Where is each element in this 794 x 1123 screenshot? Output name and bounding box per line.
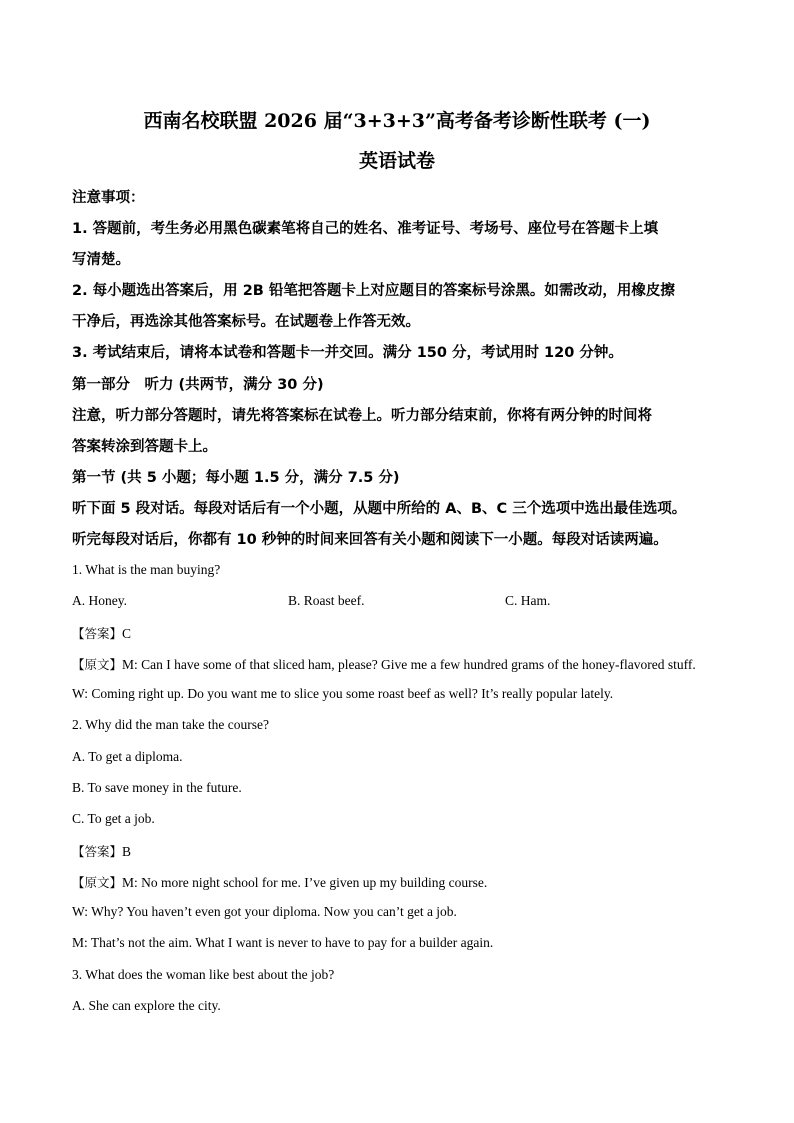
script-line: W: Why? You haven’t even got your diploma. Now you can’t get a job.	[72, 904, 457, 919]
notice-item-2-line-1: 2. 每小题选出答案后，用 2B 铅笔把答题卡上对应题目的答案标号涂黑。如需改动，用橡皮擦	[72, 283, 675, 299]
script-line: W: Coming right up. Do you want me to slice you some roast beef as well? It’s really popular lately.	[72, 686, 614, 701]
script-tag: 【原文】	[72, 657, 123, 672]
script-line: M: That’s not the aim. What I want is never to have to pay for a builder again.	[72, 935, 494, 950]
question-stem: 1. What is the man buying?	[72, 562, 221, 577]
script-text: M: Can I have some of that sliced ham, please? Give me a few hundred grams of the honey-flavored stuff.	[122, 657, 696, 672]
question-option-c: C. Ham.	[505, 593, 551, 608]
question-stem: 2. Why did the man take the course?	[72, 717, 269, 732]
answer-tag: 【答案】	[72, 844, 123, 859]
question-option-b: B. To save money in the future.	[72, 780, 242, 795]
exam-subtitle: 英语试卷	[358, 150, 435, 172]
script-text: M: No more night school for me. I’ve given up my building course.	[122, 875, 488, 890]
question-option-c: C. To get a job.	[72, 811, 155, 826]
part1-note-line-1: 注意，听力部分答题时，请先将答案标在试卷上。听力部分结束前，你将有两分钟的时间将	[72, 408, 652, 424]
part1-title: 第一部分 听力 (共两节，满分 30 分)	[72, 377, 324, 393]
answer-value: C	[122, 626, 132, 641]
script-tag: 【原文】	[72, 875, 123, 890]
answer-line	[72, 624, 131, 642]
question-option-b: B. Roast beef.	[288, 593, 365, 608]
notice-item-1-line-2: 写清楚。	[72, 252, 130, 268]
exam-title: 西南名校联盟 2026 届“3+3+3”高考备考诊断性联考 (一)	[143, 110, 651, 132]
question-stem: 3. What does the woman like best about the job?	[72, 967, 335, 982]
question-option-a: A. To get a diploma.	[72, 749, 183, 764]
answer-value: B	[122, 844, 132, 859]
notice-heading: 注意事项：	[72, 190, 145, 206]
section1-instruction-line-1: 听下面 5 段对话。每段对话后有一个小题，从题中所给的 A、B、C 三个选项中选出最佳选项。	[72, 501, 687, 517]
script-line	[72, 655, 696, 673]
question-option-a: A. She can explore the city.	[72, 998, 221, 1013]
question-option-a: A. Honey.	[72, 593, 127, 608]
notice-item-3: 3. 考试结束后，请将本试卷和答题卡一并交回。满分 150 分，考试用时 120 分钟。	[72, 345, 623, 361]
notice-item-2-line-2: 干净后，再选涂其他答案标号。在试题卷上作答无效。	[72, 314, 420, 330]
answer-tag: 【答案】	[72, 626, 123, 641]
notice-item-1-line-1: 1. 答题前，考生务必用黑色碳素笔将自己的姓名、准考证号、考场号、座位号在答题卡上填	[72, 221, 659, 237]
part1-note-line-2: 答案转涂到答题卡上。	[72, 439, 217, 455]
section1-title: 第一节 (共 5 小题；每小题 1.5 分，满分 7.5 分)	[72, 470, 400, 486]
section1-instruction-line-2: 听完每段对话后，你都有 10 秒钟的时间来回答有关小题和阅读下一小题。每段对话读两遍。	[72, 532, 668, 548]
script-line	[72, 873, 487, 891]
answer-line	[72, 842, 131, 860]
